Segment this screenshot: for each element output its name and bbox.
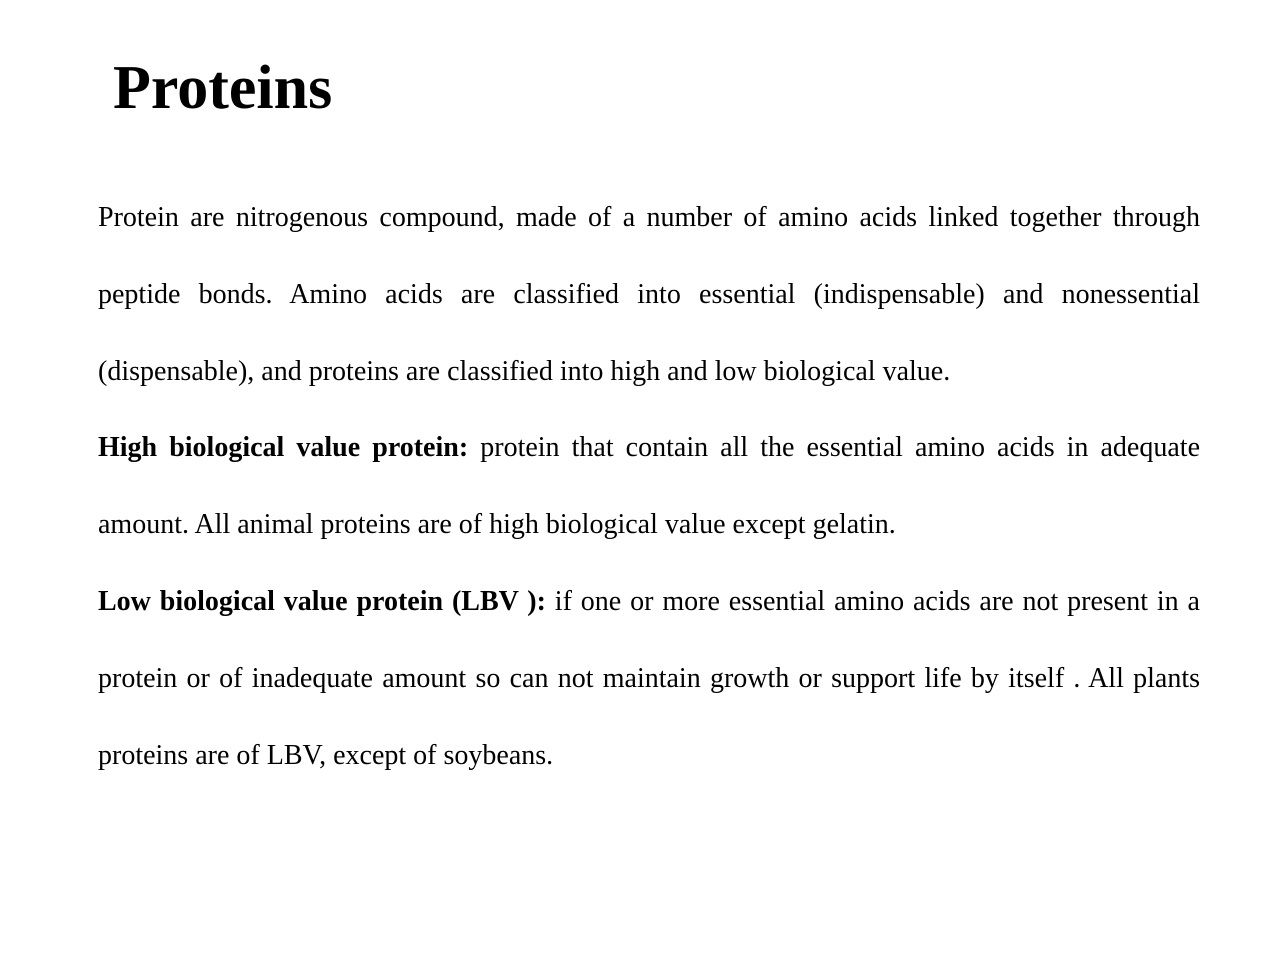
high-biological-value-definition: protein that contain all the essential amino acids in adequate amount. All animal proteins are of high biological value except gelatin. bbox=[98, 432, 1200, 541]
high-biological-value-term: High biological value protein: bbox=[98, 432, 469, 464]
slide-body bbox=[98, 180, 1200, 794]
low-biological-value-definition: if one or more essential amino acids are not present in a protein or of inadequate amount so can not maintain growth or support life by itself . All plants proteins are of LBV, except of soybeans. bbox=[98, 585, 1200, 771]
slide-title: Proteins bbox=[113, 54, 333, 122]
high-biological-value-paragraph bbox=[98, 410, 1200, 564]
intro-paragraph-text: Protein are nitrogenous compound, made of a number of amino acids linked together through peptide bonds. Amino acids are classified into essential (indispensable) and nonessential (dispensable), and proteins are classified into high and low biological value. bbox=[98, 202, 1200, 387]
low-biological-value-term: Low biological value protein (LBV ): bbox=[98, 585, 546, 617]
intro-paragraph bbox=[98, 180, 1200, 410]
low-biological-value-paragraph bbox=[98, 564, 1200, 794]
